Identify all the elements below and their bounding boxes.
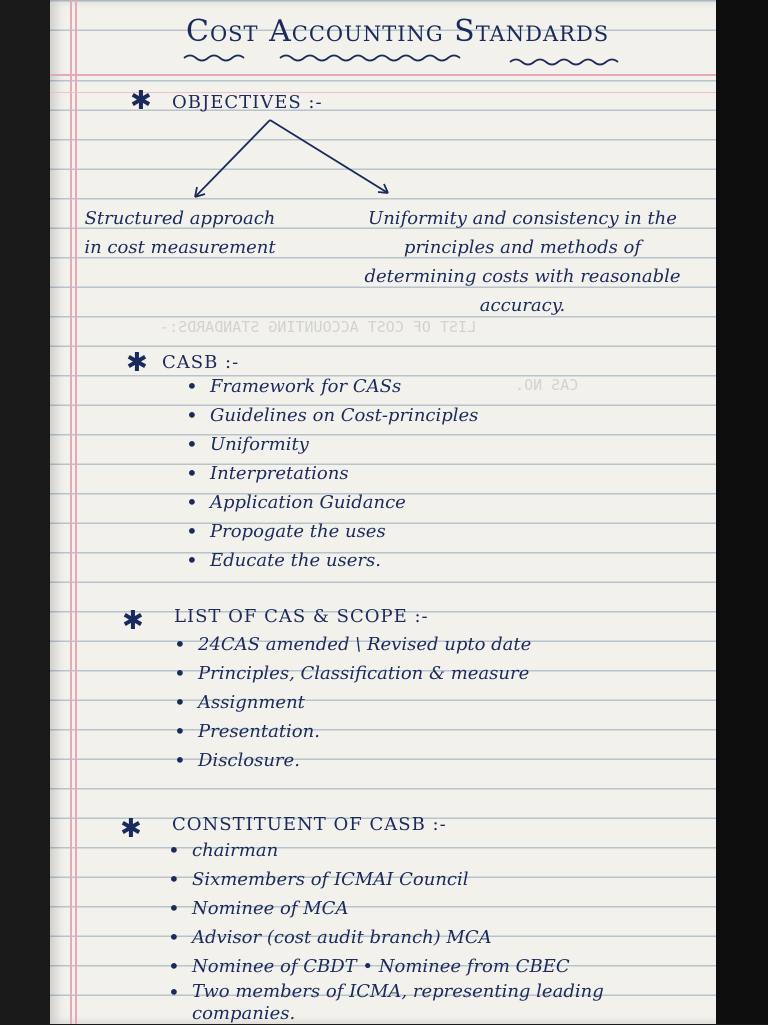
constituent-heading: CONSTITUENT OF CASB :-	[172, 814, 447, 835]
list-item: • Nominee of CBDT • Nominee from CBEC	[168, 954, 570, 978]
list-item: • Principles, Classification & measure	[174, 661, 530, 685]
list-scope-heading: LIST OF CAS & SCOPE :-	[174, 606, 429, 627]
list-item: • Framework for CASs	[186, 374, 402, 398]
casb-list	[186, 372, 479, 575]
list-item: • Presentation.	[174, 719, 320, 743]
asterisk-icon: ✱	[126, 348, 148, 378]
asterisk-icon: ✱	[130, 86, 152, 116]
list-item: • Uniformity	[186, 432, 309, 456]
list-item: • chairman	[168, 838, 279, 862]
objective-right: Uniformity and consistency in the principles and methods of determining costs with reasonable accuracy.	[364, 208, 681, 316]
list-item: • Educate the users.	[186, 548, 381, 572]
list-item: • 24CAS amended \ Revised upto date	[174, 632, 532, 656]
constituent-list	[168, 836, 692, 1024]
list-item: • Two members of ICMA, representing leading companies.	[168, 980, 604, 1024]
list-item: • Guidelines on Cost-principles	[186, 403, 479, 427]
list-item: • Advisor (cost audit branch) MCA	[168, 925, 492, 949]
objective-left: Structured approach in cost measurement	[84, 208, 276, 258]
objectives-heading: OBJECTIVES :-	[172, 92, 323, 113]
list-item: • Disclosure.	[174, 748, 300, 772]
page-edge-shadow	[716, 0, 768, 1024]
list-scope-list	[174, 630, 532, 775]
margin-line	[75, 0, 77, 1024]
list-item: • Propogate the uses	[186, 519, 386, 543]
list-item: • Nominee of MCA	[168, 896, 349, 920]
list-item: • Assignment	[174, 690, 305, 714]
bleed-through-text: LIST OF COST ACCOUNTING STANDARDS:-	[160, 318, 477, 336]
header-rule	[50, 74, 718, 76]
page-title: Cost Accounting Standards	[186, 14, 610, 49]
list-item: • Interpretations	[186, 461, 349, 485]
asterisk-icon: ✱	[120, 814, 142, 844]
branch-arrows	[185, 115, 405, 205]
bleed-through-text: CAS NO.	[515, 376, 579, 394]
casb-heading: CASB :-	[162, 352, 240, 373]
list-item: • Application Guidance	[186, 490, 406, 514]
title-underline	[180, 52, 660, 74]
list-item: • Sixmembers of ICMAI Council	[168, 867, 469, 891]
asterisk-icon: ✱	[122, 606, 144, 636]
margin-line	[70, 0, 72, 1024]
